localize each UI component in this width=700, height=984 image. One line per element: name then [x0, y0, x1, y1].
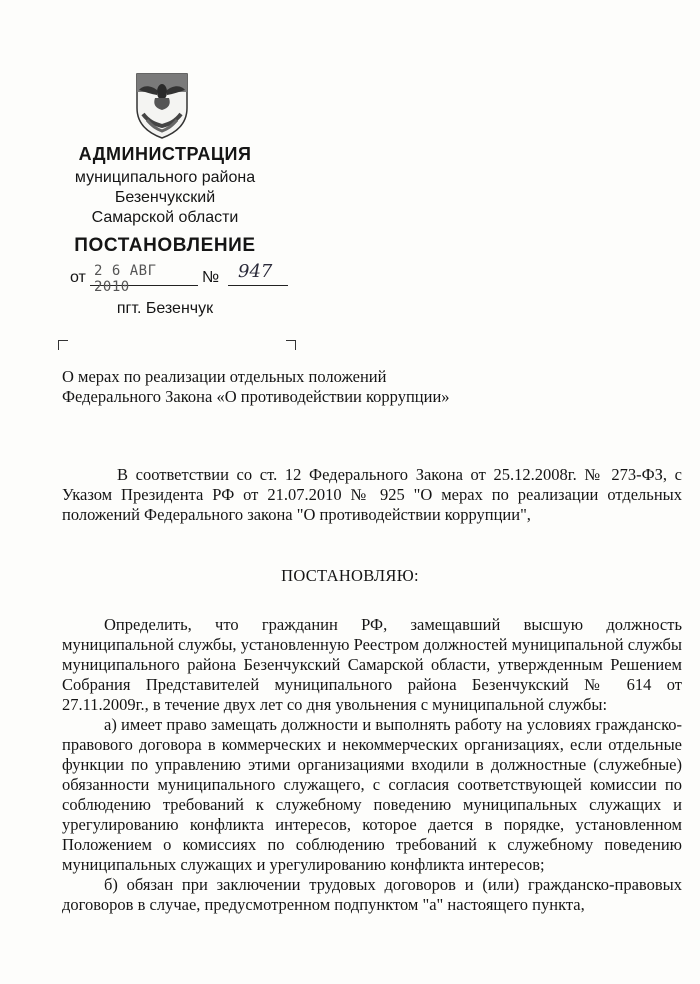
- number-label: №: [202, 269, 220, 286]
- handwritten-number: 947: [238, 261, 273, 282]
- org-line-3: Самарской области: [91, 209, 239, 226]
- org-title: АДМИНИСТРАЦИЯ: [78, 144, 252, 164]
- coat-of-arms-icon: [133, 70, 191, 140]
- place-of-issue: пгт. Безенчук: [116, 300, 214, 317]
- corner-mark-left: [58, 340, 68, 350]
- body-item-b: б) обязан при заключении трудовых договоров и (или) гражданско-правовых договоров в случае, предусмотренном подпунктом "а" настоящего пункта,: [62, 875, 682, 914]
- org-line-2: Безенчукский: [114, 189, 216, 206]
- resolve-heading: ПОСТАНОВЛЯЮ:: [281, 566, 419, 585]
- body-item-a: а) имеет право замещать должности и выполнять работу на условиях гражданско-правового договора в коммерческих и некоммерческих организациях, если отдельные функции по управлению этими организациями входили в должностные (служебные) обязанности муниципального служащего, с согласия соответствующей комиссии по соблюдению требований к служебному поведению муниципальных служащих и урегулированию конфликта интересов, которое дается в порядке, установленном Положением о комиссиях по соблюдению требований к служебному поведению муниципальных служащих и урегулированию конфликта интересов;: [62, 715, 682, 874]
- date-field: [90, 263, 198, 295]
- doc-type-title: ПОСТАНОВЛЕНИЕ: [74, 235, 256, 256]
- preamble-text: В соответствии со ст. 12 Федерального Закона от 25.12.2008г. № 273-ФЗ, с Указом Президента РФ от 21.07.2010 № 925 "О мерах по реализации отдельных положений Федерального закона "О противодействии коррупции",: [62, 465, 682, 524]
- preamble: [62, 465, 682, 525]
- body-paragraph-1: Определить, что гражданин РФ, замещавший высшую должность муниципальной службы, установленную Реестром должностей муниципальной службы муниципального района Безенчукский Самарской области, утвержденным Решением Собрания Представителей муниципального района Безенчукский № 614 от 27.11.2009г., в течение двух лет со дня увольнения с муниципальной службы:: [62, 615, 682, 714]
- number-field: [228, 263, 288, 286]
- org-line-1: муниципального района: [74, 169, 256, 186]
- document-body: [62, 615, 682, 915]
- document-subject: [62, 367, 450, 407]
- date-number-row: [70, 261, 310, 295]
- subject-line-2: Федерального Закона «О противодействии коррупции»: [62, 387, 450, 406]
- date-stamp: 2 6 АВГ 2010: [94, 263, 157, 295]
- subject-line-1: О мерах по реализации отдельных положений: [62, 367, 387, 386]
- corner-mark-right: [286, 340, 296, 350]
- date-label: от: [70, 269, 86, 286]
